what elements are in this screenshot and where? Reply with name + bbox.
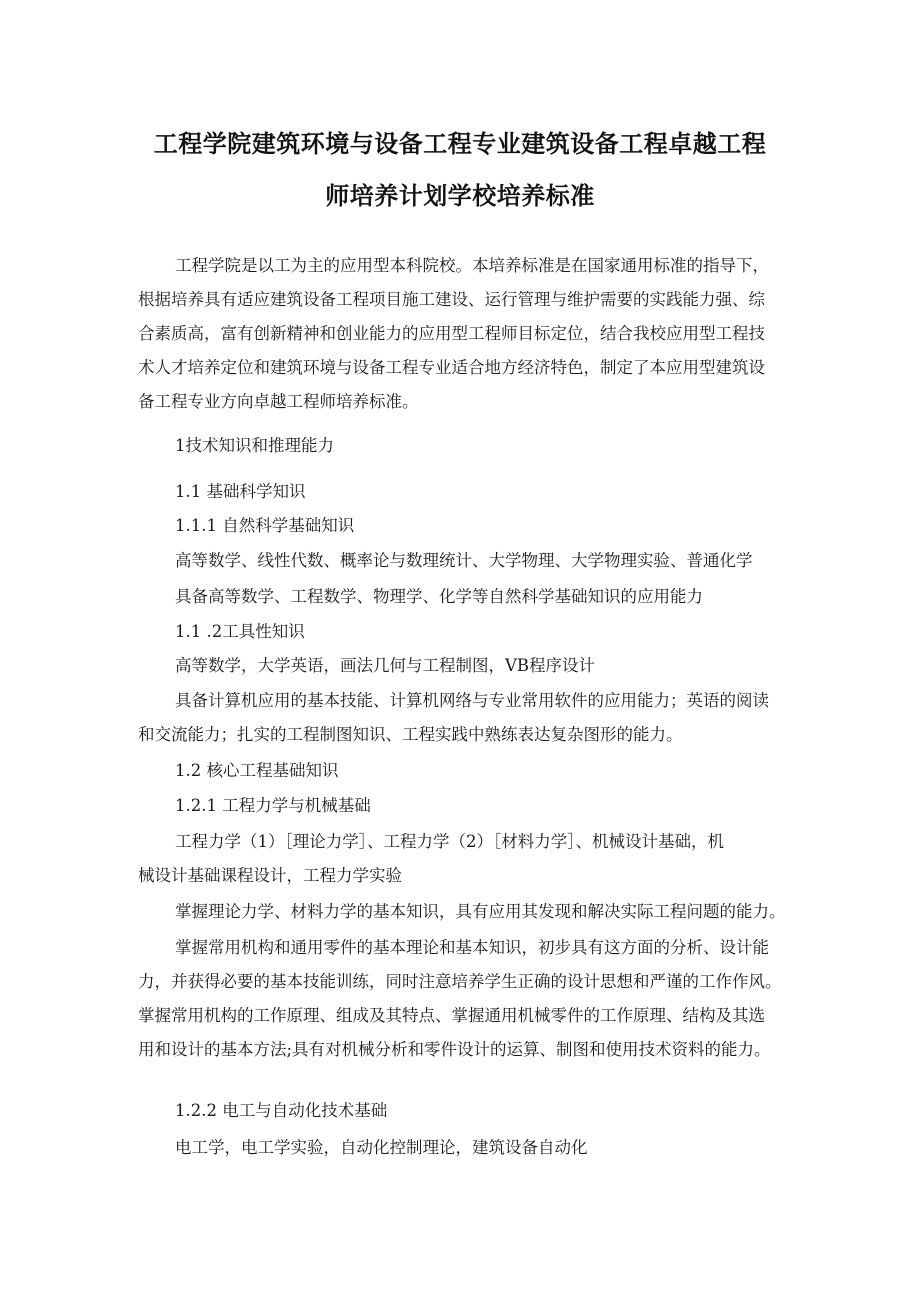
document-title-line-1: 工程学院建筑环境与设备工程专业建筑设备工程卓越工程: [153, 130, 767, 158]
body-line: 掌握常用机构的工作原理、组成及其特点、掌握通用机械零件的工作原理、结构及其选: [138, 1006, 765, 1025]
subsection-heading: 1.2.1 工程力学与机械基础: [175, 796, 371, 815]
body-line: 具备高等数学、工程数学、物理学、化学等自然科学基础知识的应用能力: [175, 587, 703, 606]
body-line: 掌握常用机构和通用零件的基本理论和基本知识，初步具有这方面的分析、设计能: [175, 938, 769, 957]
body-line: 掌握理论力学、材料力学的基本知识，具有应用其发现和解决实际工程问题的能力。: [175, 902, 786, 921]
intro-paragraph-line: 备工程专业方向卓越工程师培养标准。: [138, 392, 419, 411]
body-line: 和交流能力；扎实的工程制图知识、工程实践中熟练表达复杂图形的能力。: [138, 725, 683, 744]
subsection-heading: 1.1 .2工具性知识: [175, 622, 305, 641]
body-line: 具备计算机应用的基本技能、计算机网络与专业常用软件的应用能力；英语的阅读: [175, 691, 769, 710]
section-heading: 1.1 基础科学知识: [175, 482, 306, 501]
body-line: 高等数学，大学英语，画法几何与工程制图，VB程序设计: [175, 656, 596, 675]
intro-paragraph-line: 术人才培养定位和建筑环境与设备工程专业适合地方经济特色，制定了本应用型建筑设: [138, 358, 765, 377]
section-heading: 1.2 核心工程基础知识: [175, 761, 339, 780]
body-line: 用和设计的基本方法;具有对机械分析和零件设计的运算、制图和使用技术资料的能力。: [138, 1040, 771, 1059]
subsection-heading: 1.2.2 电工与自动化技术基础: [175, 1101, 388, 1120]
intro-paragraph-line: 根据培养具有适应建筑设备工程项目施工建设、运行管理与维护需要的实践能力强、综: [138, 290, 765, 309]
document-title-line-2: 师培养计划学校培养标准: [325, 182, 595, 210]
intro-paragraph-line: 合素质高，富有创新精神和创业能力的应用型工程师目标定位，结合我校应用型工程技: [138, 324, 765, 343]
body-line: 工程力学（1）［理论力学］、工程力学（2）［材料力学］、机械设计基础，机: [175, 832, 724, 851]
intro-paragraph-line: 工程学院是以工为主的应用型本科院校。本培养标准是在国家通用标准的指导下，: [175, 256, 769, 275]
subsection-heading: 1.1.1 自然科学基础知识: [175, 516, 355, 535]
section-heading: 1技术知识和推理能力: [175, 436, 334, 455]
body-line: 电工学，电工学实验，自动化控制理论，建筑设备自动化: [175, 1138, 588, 1157]
body-line: 高等数学、线性代数、概率论与数理统计、大学物理、大学物理实验、普通化学: [175, 551, 753, 570]
body-line: 械设计基础课程设计，工程力学实验: [138, 866, 402, 885]
body-line: 力，并获得必要的基本技能训练，同时注意培养学生正确的设计思想和严谨的工作作风。: [138, 972, 782, 991]
